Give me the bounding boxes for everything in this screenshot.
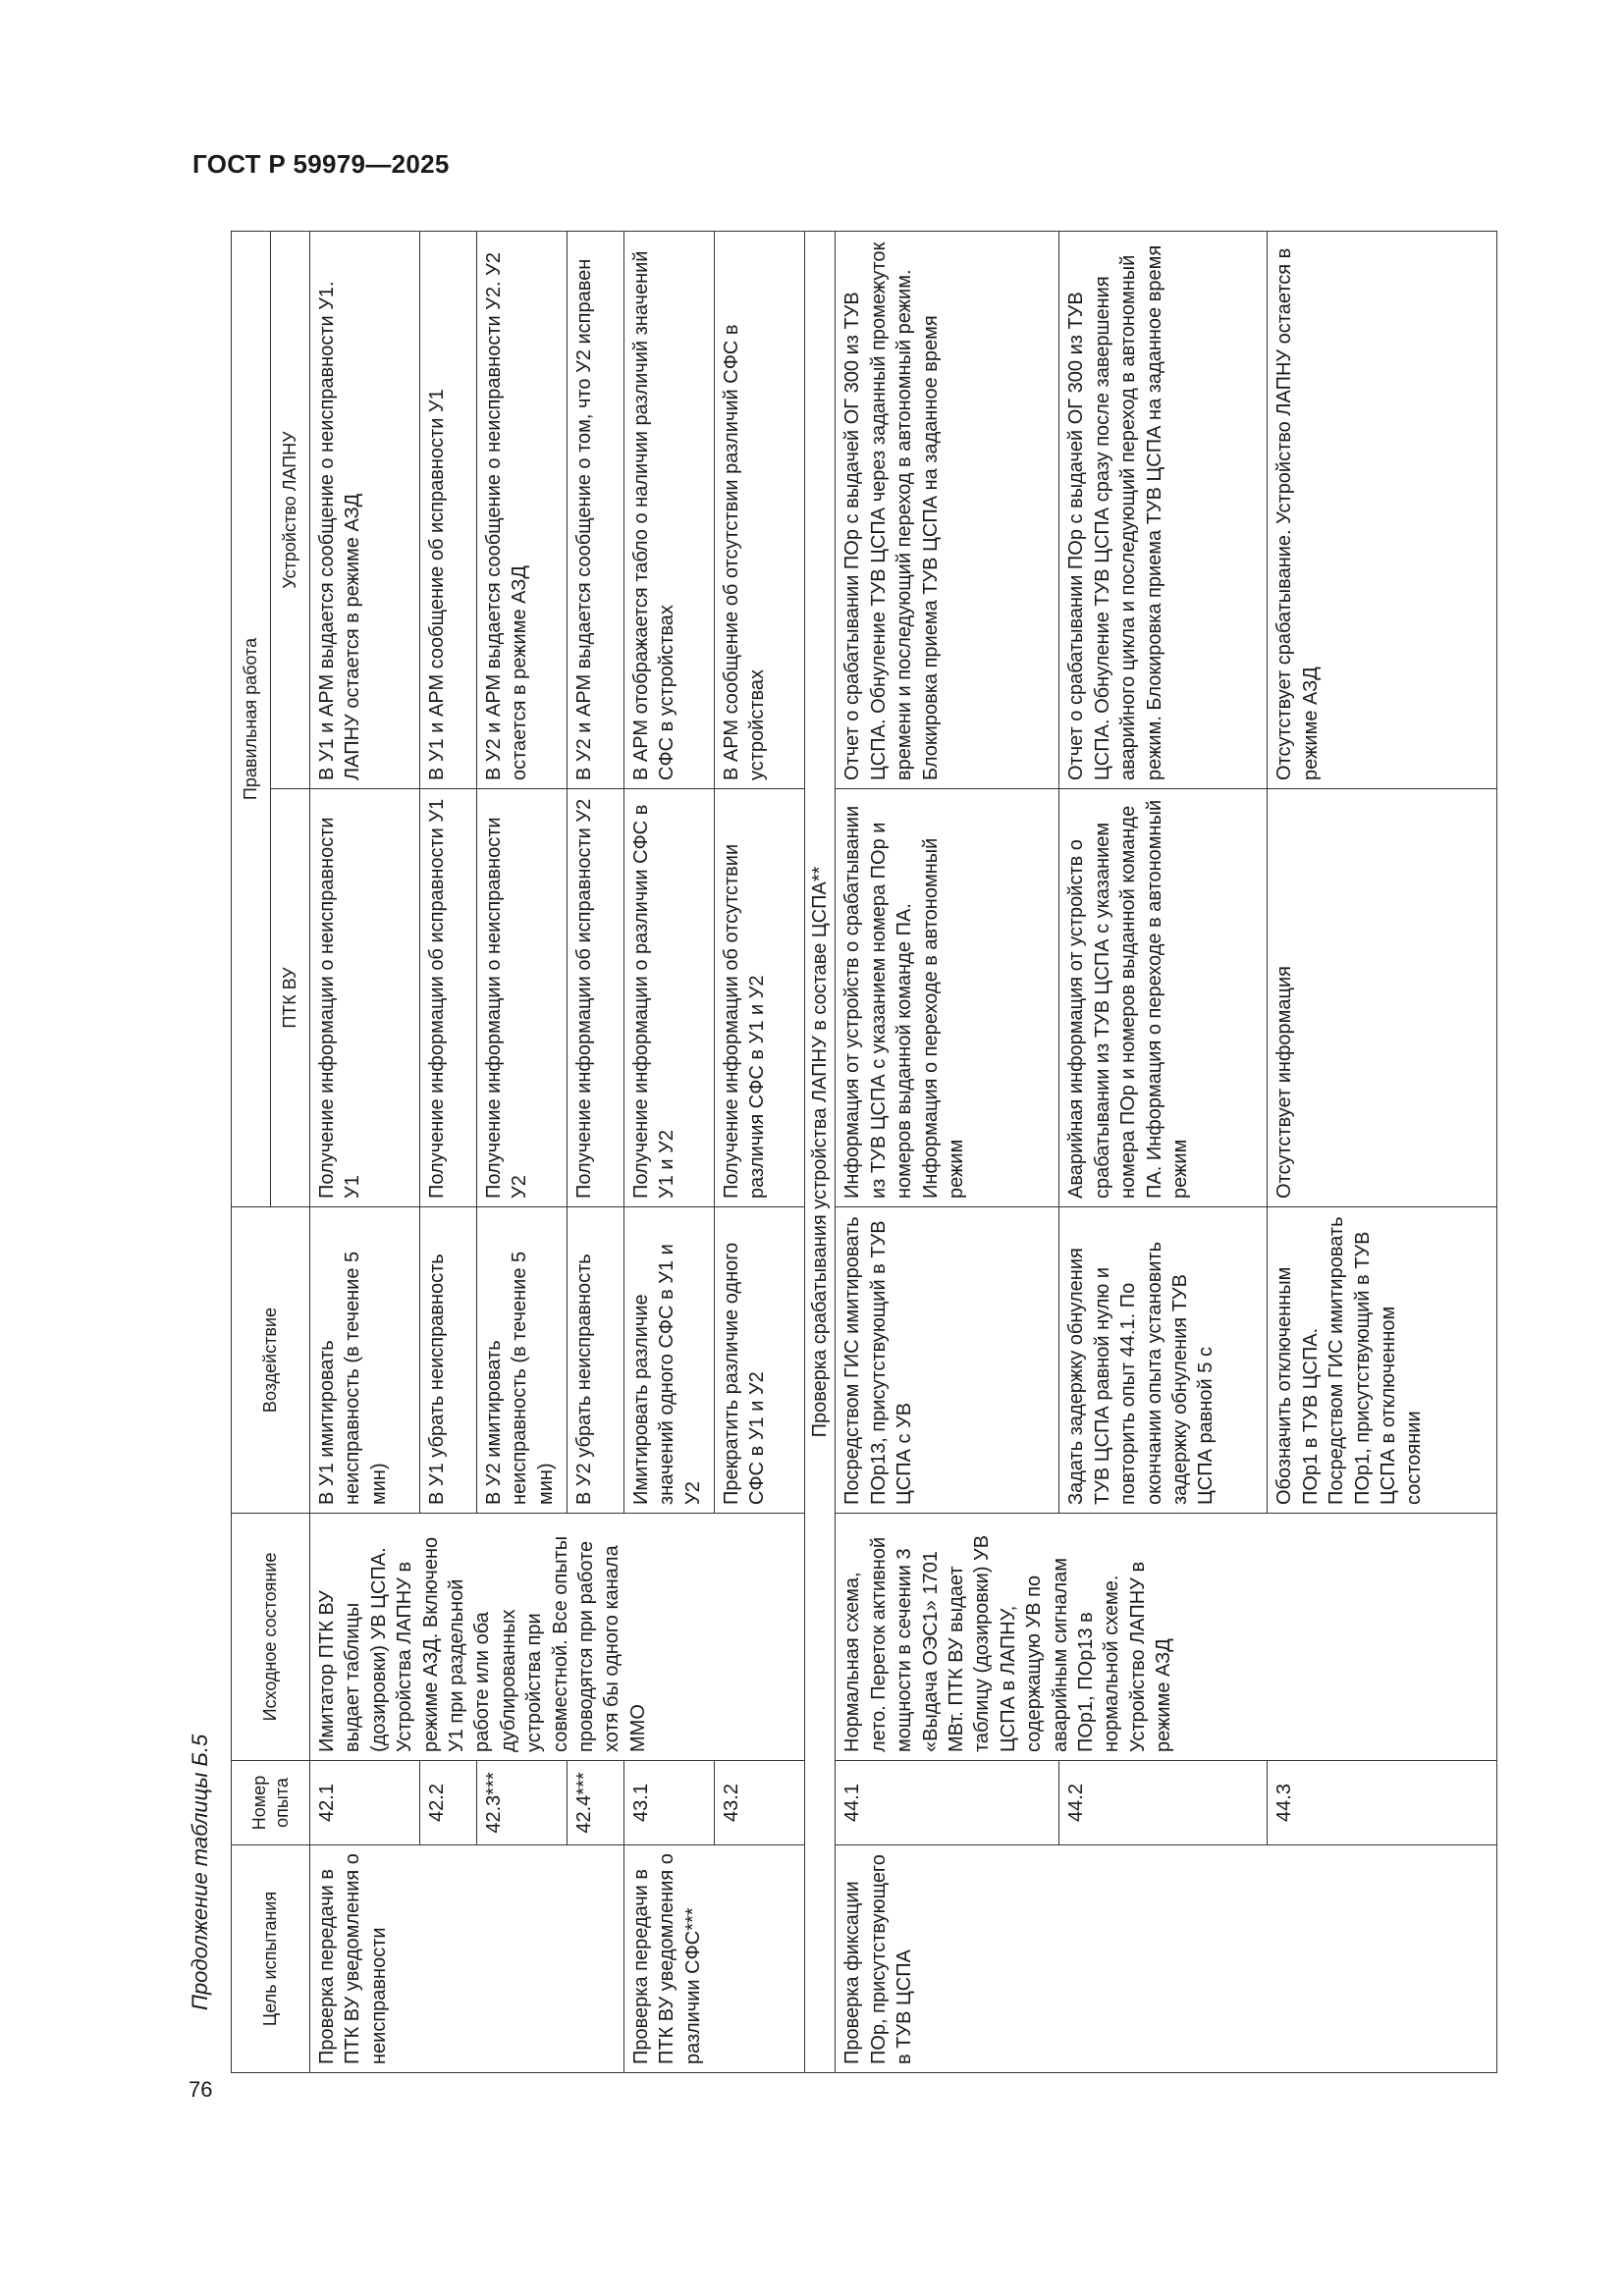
cell-lapnu: В У1 и АРМ выдается сообщение о неисправности У1. ЛАПНУ остается в режиме АЗД	[310, 232, 420, 789]
document-header: ГОСТ Р 59979—2025	[192, 149, 450, 179]
cell-goal: Проверка передачи в ПТК ВУ уведомления о неисправности	[310, 1845, 624, 2073]
cell-lapnu: Отсутствует срабатывание. Устройство ЛАПНУ остается в режиме АЗД	[1268, 232, 1497, 789]
cell-ptk: Получение информации об исправности У2	[568, 789, 624, 1207]
header-lapnu: Устройство ЛАПНУ	[271, 232, 310, 789]
cell-lapnu: В У2 и АРМ выдается сообщение о неисправности У2. У2 остается в режиме АЗД	[477, 232, 568, 789]
table-container	[231, 232, 1497, 2073]
cell-num: 43.1	[624, 1761, 715, 1845]
table-row	[1268, 232, 1497, 2073]
caption-wrapper	[183, 1431, 218, 2010]
cell-num: 42.2	[420, 1761, 477, 1845]
cell-action: Обозначить отключенным ПОр1 в ТУВ ЦСПА. Посредством ГИС имитировать ПОр1, присутствующий в ТУВ ЦСПА в отключенном состоянии	[1268, 1207, 1497, 1514]
cell-num: 42.3***	[477, 1761, 568, 1845]
header-num: Номер опыта	[232, 1761, 310, 1845]
table-row	[477, 232, 568, 2073]
table-row	[310, 232, 420, 2073]
cell-ptk: Получение информации об исправности У1	[420, 789, 477, 1207]
cell-ptk: Отсутствует информация	[1268, 789, 1497, 1207]
table-row	[1059, 232, 1268, 2073]
test-table	[231, 231, 1497, 2073]
rotated-table-wrapper	[231, 232, 1497, 2073]
header-correct: Правильная работа	[232, 232, 271, 1207]
section-title: Проверка срабатывания устройства ЛАПНУ в составе ЦСПА**	[805, 232, 836, 2073]
cell-lapnu: В У2 и АРМ выдается сообщение о том, что У2 исправен	[568, 232, 624, 789]
table-row	[568, 232, 624, 2073]
cell-action: В У1 имитировать неисправность (в течение 5 мин)	[310, 1207, 420, 1514]
cell-goal: Проверка фиксации ПОр, присутствующего в ТУВ ЦСПА	[836, 1845, 1497, 2073]
cell-action: В У2 убрать неисправность	[568, 1207, 624, 1514]
cell-lapnu: В У1 и АРМ сообщение об исправности У1	[420, 232, 477, 789]
cell-initial: Имитатор ПТК ВУ выдает таблицы (дозировки) УВ ЦСПА. Устройства ЛАПНУ в режиме АЗД. Включено У1 при раздельной работе или оба дублированных устройства при совместной. Все опыты проводятся при работе хотя бы одного канала ММО	[310, 1514, 805, 1761]
cell-ptk: Информация от устройств о срабатывании из ТУВ ЦСПА с указанием номера ПОр и номеров выданной команде ПА. Информация о переходе в автономный режим	[836, 789, 1059, 1207]
cell-goal: Проверка передачи в ПТК ВУ уведомления о различии СФС***	[624, 1845, 805, 2073]
header-initial: Исходное состояние	[232, 1514, 310, 1761]
cell-ptk: Получение информации о неисправности У1	[310, 789, 420, 1207]
header-action: Воздействие	[232, 1207, 310, 1514]
cell-lapnu: В АРМ сообщение об отсутствии различий СФС в устройствах	[715, 232, 805, 789]
cell-lapnu: В АРМ отображается табло о наличии различий значений СФС в устройствах	[624, 232, 715, 789]
cell-action: Прекратить различие одного СФС в У1 и У2	[715, 1207, 805, 1514]
page-number: 76	[189, 2077, 213, 2102]
cell-ptk: Получение информации о неисправности У2	[477, 789, 568, 1207]
table-caption: Продолжение таблицы Б.5	[188, 1734, 212, 2010]
cell-ptk: Аварийная информация от устройств о срабатывании из ТУВ ЦСПА с указанием номера ПОр и номеров выданной команде ПА. Информация о переходе в автономный режим	[1059, 789, 1268, 1207]
table-row	[420, 232, 477, 2073]
table-row	[715, 232, 805, 2073]
cell-num: 42.1	[310, 1761, 420, 1845]
header-goal: Цель испытания	[232, 1845, 310, 2073]
cell-action: Посредством ГИС имитировать ПОр13, присутствующий в ТУВ ЦСПА с УВ	[836, 1207, 1059, 1514]
cell-initial: Нормальная схема, лето. Переток активной мощности в сечении 3 «Выдача ОЭС1» 1701 МВт. ПТК ВУ выдает таблицу (дозировки) УВ ЦСПА в ЛАПНУ, содержащую УВ по аварийным сигналам ПОр1, ПОр13 в нормальной схеме. Устройство ЛАПНУ в режиме АЗД	[836, 1514, 1497, 1761]
header-ptk: ПТК ВУ	[271, 789, 310, 1207]
table-row	[836, 232, 1059, 2073]
section-row	[805, 232, 836, 2073]
table-row	[624, 232, 715, 2073]
cell-lapnu: Отчет о срабатывании ПОр с выдачей ОГ 300 из ТУВ ЦСПА. Обнуление ТУВ ЦСПА сразу после завершения аварийного цикла и последующий переход в автономный режим. Блокировка приема ТУВ ЦСПА на заданное время	[1059, 232, 1268, 789]
cell-num: 42.4***	[568, 1761, 624, 1845]
cell-ptk: Получение информации об отсутствии различия СФС в У1 и У2	[715, 789, 805, 1207]
cell-num: 43.2	[715, 1761, 805, 1845]
cell-action: Задать задержку обнуления ТУВ ЦСПА равной нулю и повторить опыт 44.1. По окончании опыта установить задержку обнуления ТУВ ЦСПА равной 5 с	[1059, 1207, 1268, 1514]
cell-action: В У1 убрать неисправность	[420, 1207, 477, 1514]
cell-num: 44.1	[836, 1761, 1059, 1845]
cell-action: В У2 имитировать неисправность (в течение 5 мин)	[477, 1207, 568, 1514]
cell-num: 44.3	[1268, 1761, 1497, 1845]
cell-action: Имитировать различие значений одного СФС в У1 и У2	[624, 1207, 715, 1514]
cell-num: 44.2	[1059, 1761, 1268, 1845]
cell-ptk: Получение информации о различии СФС в У1 и У2	[624, 789, 715, 1207]
cell-lapnu: Отчет о срабатывании ПОр с выдачей ОГ 300 из ТУВ ЦСПА. Обнуление ТУВ ЦСПА через заданный промежуток времени и последующий переход в автономный режим. Блокировка приема ТУВ ЦСПА на заданное время	[836, 232, 1059, 789]
